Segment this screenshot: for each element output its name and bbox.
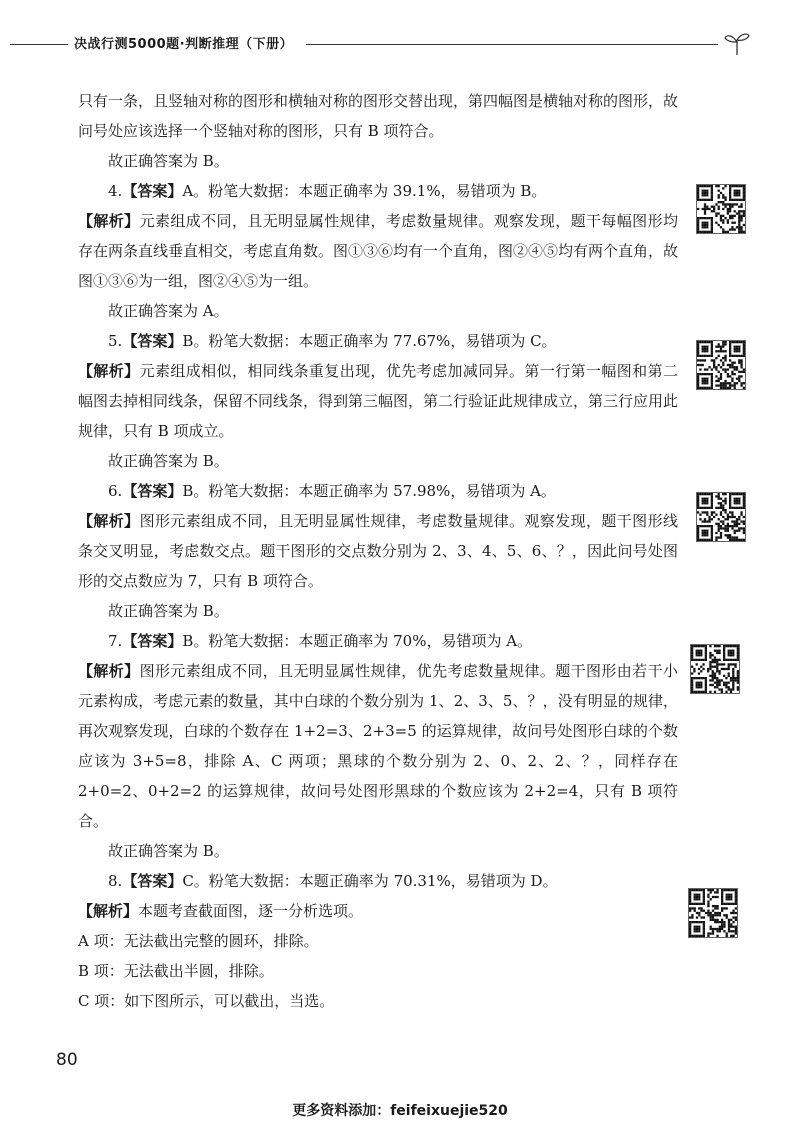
- q5-answer: 5.【答案】B。粉笔大数据：本题正确率为 77.67%，易错项为 C。: [108, 332, 557, 350]
- q4-analysis: 【解析】元素组成不同，且无明显属性规律，考虑数量规律。观察发现，题干每幅图形均存在两条直线垂直相交，考虑直角数。图①③⑥均有一个直角，图②④⑤均有两个直角，故图①③⑥为一组，图②④⑤为一组。: [78, 212, 679, 290]
- bracket-tag: 【答案】: [122, 482, 183, 500]
- header-rule-left: [10, 44, 68, 45]
- continuation-paragraph: 只有一条，且竖轴对称的图形和横轴对称的图形交替出现，第四幅图是横轴对称的图形，故问号处应该选择一个竖轴对称的图形，只有 B 项符合。: [78, 92, 679, 140]
- option-a-note: A 项：无法截出完整的圆环，排除。: [78, 932, 319, 950]
- qr-code-icon[interactable]: [690, 644, 740, 694]
- option-b-note: B 项：无法截出半圆，排除。: [78, 962, 274, 980]
- bracket-tag: 【解析】: [78, 902, 139, 920]
- q7-analysis: 【解析】图形元素组成不同，且无明显属性规律，优先考虑数量规律。题干图形由若干小元素构成，考虑元素的数量，其中白球的个数分别为 1、2、3、5、？，没有明显的规律，再次观察发现，白球的个数存在 1+2=3、2+3=5 的运算规律，故问号处图形白球的个数应该为 3+5=8，排除 A、C 两项；黑球的个数分别为 2、0、2、2、？，同样存在 2+0=2、0+2=2 的运算规律，故问号处图形黑球的个数应该为 2+2=4，只有 B 项符合。: [78, 662, 678, 830]
- q6-analysis: 【解析】图形元素组成不同，且无明显属性规律，考虑数量规律。观察发现，题干图形线条交叉明显，考虑数交点。题干图形的交点数分别为 2、3、4、5、6、？，因此问号处图形的交点数应为 7，只有 B 项符合。: [78, 512, 678, 590]
- qr-code-icon[interactable]: [696, 492, 746, 542]
- q8-answer: 8.【答案】C。粉笔大数据：本题正确率为 70.31%，易错项为 D。: [108, 872, 558, 890]
- q4-answer: 4.【答案】A。粉笔大数据：本题正确率为 39.1%，易错项为 B。: [108, 182, 547, 200]
- qr-code-icon[interactable]: [688, 888, 738, 938]
- bracket-tag: 【答案】: [122, 632, 183, 650]
- bracket-tag: 【答案】: [122, 872, 183, 890]
- answer-line: 故正确答案为 A。: [108, 302, 229, 320]
- answer-explanations: [78, 86, 678, 1016]
- running-header: [0, 28, 800, 58]
- footer-note: 更多资料添加：feifeixuejie520: [292, 1103, 508, 1119]
- answer-line: 故正确答案为 B。: [108, 452, 229, 470]
- bracket-tag: 【解析】: [78, 662, 140, 680]
- bracket-tag: 【答案】: [122, 182, 183, 200]
- header-title: 决战行测5000题·判断推理（下册）: [74, 37, 294, 52]
- q6-answer: 6.【答案】B。粉笔大数据：本题正确率为 57.98%，易错项为 A。: [108, 482, 556, 500]
- q8-analysis: 【解析】本题考查截面图，逐一分析选项。: [78, 902, 364, 920]
- bracket-tag: 【解析】: [78, 512, 140, 530]
- answer-line: 故正确答案为 B。: [108, 602, 229, 620]
- sprout-icon: [722, 30, 752, 56]
- answer-line: 故正确答案为 B。: [108, 152, 229, 170]
- q5-analysis: 【解析】元素组成相似，相同线条重复出现，优先考虑加减同异。第一行第一幅图和第二幅图去掉相同线条，保留不同线条，得到第三幅图，第二行验证此规律成立，第三行应用此规律，只有 B 项成立。: [78, 362, 679, 440]
- qr-code-icon[interactable]: [696, 340, 746, 390]
- page-number: 80: [56, 1050, 78, 1070]
- bracket-tag: 【解析】: [78, 362, 140, 380]
- q7-answer: 7.【答案】B。粉笔大数据：本题正确率为 70%，易错项为 A。: [108, 632, 533, 650]
- qr-code-icon[interactable]: [696, 184, 746, 234]
- answer-line: 故正确答案为 B。: [108, 842, 229, 860]
- option-c-note: C 项：如下图所示，可以截出，当选。: [78, 992, 335, 1010]
- bracket-tag: 【答案】: [122, 332, 183, 350]
- bracket-tag: 【解析】: [78, 212, 140, 230]
- header-rule-right: [306, 44, 718, 45]
